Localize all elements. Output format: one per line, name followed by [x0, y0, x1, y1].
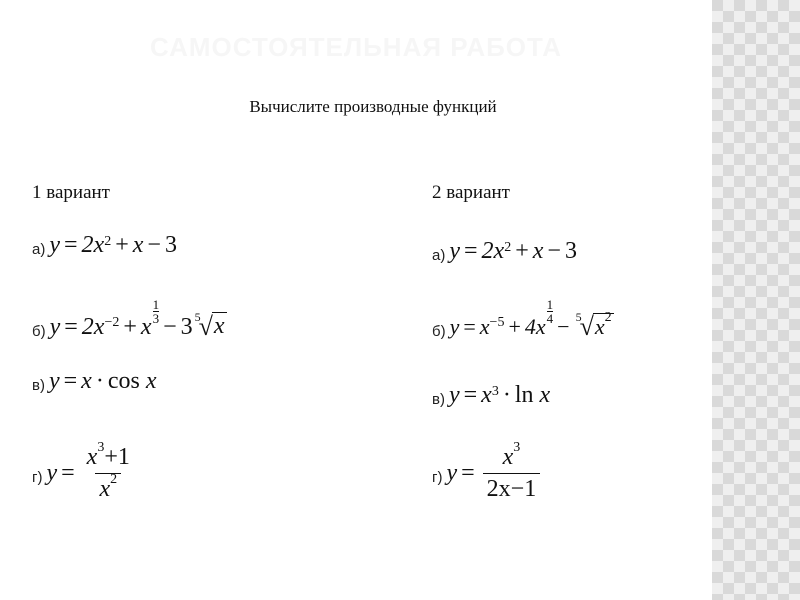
radical-sign-icon: √: [579, 312, 594, 341]
variant-1-task-a: [32, 232, 177, 259]
exponent-denominator: 4: [546, 310, 554, 326]
y-var: y: [49, 313, 61, 340]
function-name: ln: [514, 382, 534, 408]
function-arg: x: [539, 382, 551, 408]
plus-sign: +: [515, 238, 529, 264]
equals-sign: =: [64, 232, 78, 258]
radical: [194, 309, 227, 342]
exponent: 2: [504, 239, 512, 255]
fractional-exponent: [153, 298, 160, 325]
term: x: [532, 238, 544, 264]
minus-sign: −: [147, 232, 161, 258]
y-var: y: [446, 460, 458, 486]
y-var: y: [449, 314, 460, 339]
dot-operator: ·: [502, 382, 511, 408]
plus-sign: +: [508, 314, 521, 339]
denominator: [95, 473, 121, 503]
root-index: 5: [575, 309, 582, 324]
slide-subtitle: Вычислите производные функций: [249, 97, 497, 116]
term: x: [99, 476, 111, 502]
y-var: y: [46, 460, 58, 486]
minus-sign: −: [163, 313, 177, 340]
task-label: г): [32, 469, 43, 486]
formula: [449, 238, 577, 265]
equals-sign: =: [63, 368, 78, 394]
formula: [449, 382, 550, 409]
variant-2-task-v: [432, 382, 550, 409]
constant: 3: [564, 238, 577, 264]
slide-title: САМОСТОЯТЕЛЬНАЯ РАБОТА: [149, 32, 563, 62]
term: x: [86, 444, 98, 470]
equals-sign: =: [463, 314, 476, 339]
y-var: y: [448, 382, 460, 408]
task-label: а): [432, 247, 446, 264]
exponent-denominator: 3: [152, 310, 160, 326]
term: 2x−1: [486, 476, 537, 502]
minus-sign: −: [547, 238, 561, 264]
equals-sign: =: [464, 238, 478, 264]
task-label: б): [32, 322, 46, 340]
constant: 3: [164, 232, 177, 258]
plus-sign: +: [115, 232, 129, 258]
task-label: а): [32, 241, 46, 258]
term: 2x: [481, 238, 505, 264]
exponent: 2: [104, 233, 112, 249]
exponent: 2: [604, 310, 612, 326]
exponent: −5: [489, 315, 505, 330]
equals-sign: =: [463, 382, 478, 408]
task-label: в): [32, 377, 45, 394]
formula: [49, 368, 157, 395]
variant-2-task-g: [432, 440, 544, 503]
term: 4x: [524, 314, 546, 339]
term: x: [594, 313, 605, 339]
term: x: [502, 444, 514, 470]
function-name: cos: [107, 368, 140, 394]
term: 2x: [81, 232, 105, 258]
variant-1-task-b: [32, 296, 227, 342]
variant-2-task-a: [432, 238, 577, 265]
variant-1-task-g: [32, 440, 138, 503]
equals-sign: =: [64, 313, 78, 340]
variant-2-task-b: [432, 296, 614, 342]
formula: [49, 296, 227, 342]
radicand: [593, 310, 614, 340]
radical: [575, 309, 614, 342]
term: x: [479, 314, 490, 339]
numerator: [83, 440, 134, 473]
exponent-numerator: 1: [546, 296, 554, 312]
function-arg: x: [145, 368, 157, 394]
exponent: −2: [104, 315, 120, 330]
denominator: [483, 473, 541, 503]
dot-operator: ·: [95, 368, 104, 394]
variant-2-heading: 2 вариант: [432, 182, 510, 203]
term: x: [132, 232, 144, 258]
fractional-exponent: [547, 298, 554, 325]
term: x: [81, 368, 92, 394]
y-var: y: [49, 232, 60, 258]
exponent: 3: [97, 440, 105, 455]
radical-sign-icon: √: [198, 312, 213, 341]
term: 2x: [81, 313, 105, 340]
exponent: 2: [110, 472, 118, 487]
decorative-sidebar: [712, 0, 800, 600]
formula: [46, 440, 137, 503]
term: x: [140, 313, 152, 340]
numerator: [499, 440, 525, 473]
constant: +1: [104, 444, 130, 470]
coefficient: 3: [180, 313, 193, 340]
task-label: в): [432, 391, 445, 408]
term: x: [481, 382, 492, 408]
formula: [49, 232, 177, 259]
variant-1-heading: 1 вариант: [32, 182, 110, 203]
formula: [449, 296, 614, 342]
exponent: 3: [513, 440, 521, 455]
y-var: y: [449, 238, 460, 264]
variant-1-task-v: [32, 368, 156, 395]
plus-sign: +: [123, 313, 137, 340]
radicand: x: [213, 313, 225, 339]
task-label: б): [432, 322, 446, 340]
formula: [446, 440, 544, 503]
fraction: [83, 440, 134, 503]
equals-sign: =: [461, 460, 475, 486]
exponent-numerator: 1: [152, 296, 160, 312]
equals-sign: =: [61, 460, 75, 486]
task-label: г): [432, 469, 443, 486]
y-var: y: [48, 368, 60, 394]
minus-sign: −: [557, 314, 570, 339]
fraction: [483, 440, 541, 503]
exponent: 3: [491, 383, 499, 399]
root-index: 5: [194, 309, 201, 324]
